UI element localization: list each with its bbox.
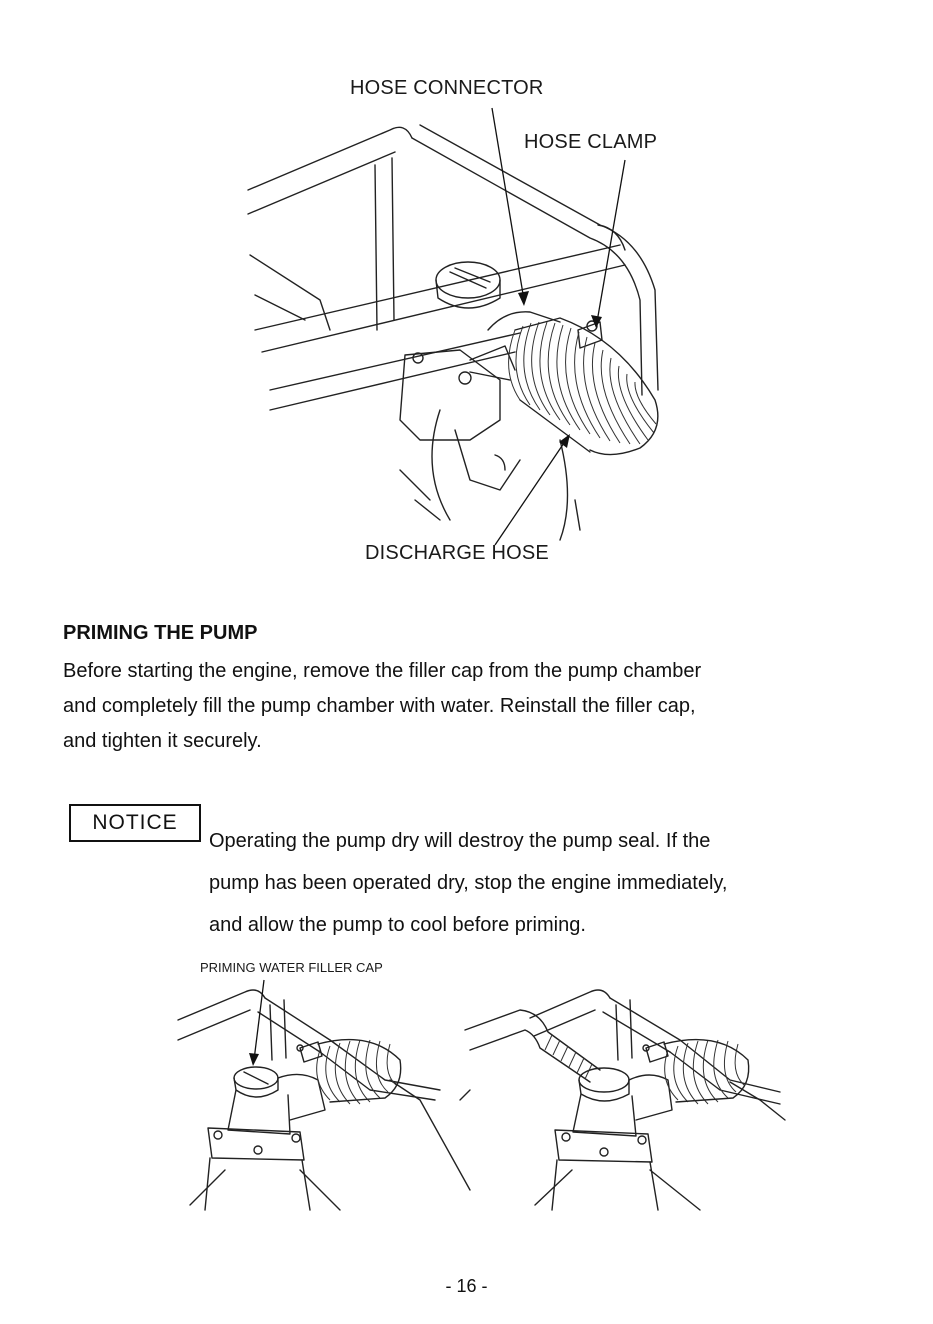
notice-line: and allow the pump to cool before priming.	[209, 914, 586, 936]
section-heading: PRIMING THE PUMP	[63, 622, 258, 644]
label-discharge-hose: DISCHARGE HOSE	[365, 542, 549, 564]
notice-badge-label: NOTICE	[92, 811, 178, 834]
page-number: - 16 -	[445, 1276, 488, 1296]
paragraph-line: and completely fill the pump chamber with water. Reinstall the filler cap,	[63, 695, 696, 717]
label-hose-clamp: HOSE CLAMP	[524, 131, 658, 153]
notice-line: Operating the pump dry will destroy the pump seal. If the	[209, 830, 711, 852]
paragraph-line: and tighten it securely.	[63, 730, 262, 752]
notice-line: pump has been operated dry, stop the engine immediately,	[209, 872, 728, 894]
paragraph-line: Before starting the engine, remove the filler cap from the pump chamber	[63, 660, 702, 682]
label-hose-connector: HOSE CONNECTOR	[350, 77, 544, 99]
label-priming-water-filler-cap: PRIMING WATER FILLER CAP	[200, 960, 383, 975]
